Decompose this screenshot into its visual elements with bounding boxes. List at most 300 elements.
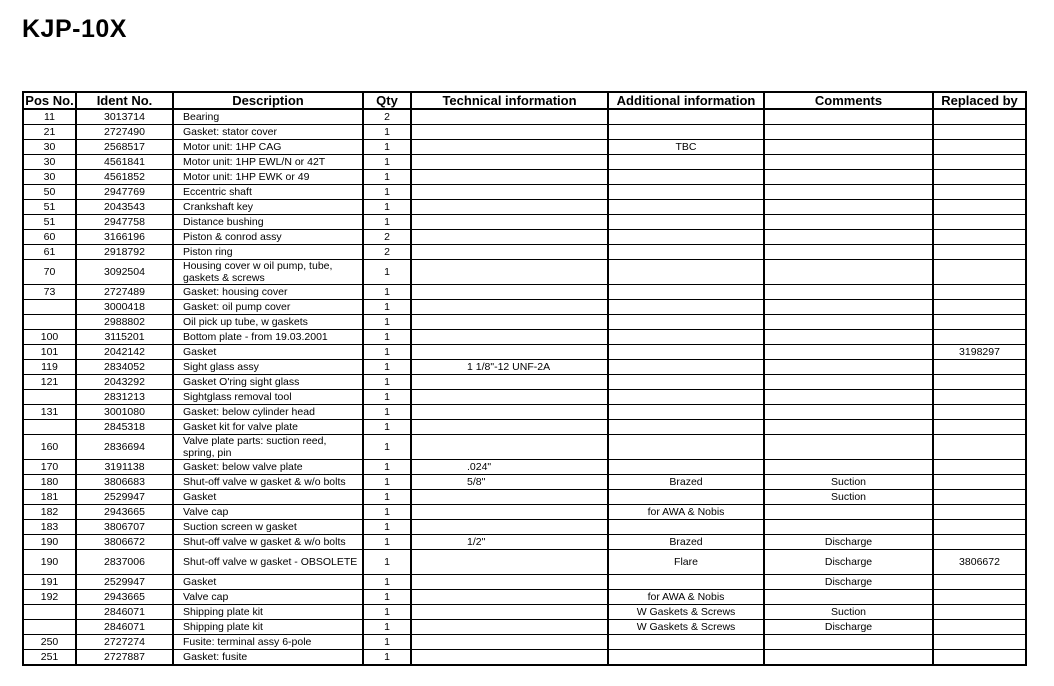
cell-comments <box>764 200 933 215</box>
cell-technical-information <box>411 590 608 605</box>
cell-comments <box>764 109 933 125</box>
cell-description: Shut-off valve w gasket - OBSOLETE <box>173 550 363 575</box>
cell-technical-information <box>411 345 608 360</box>
cell-replaced-by <box>933 635 1026 650</box>
cell-comments <box>764 435 933 460</box>
cell-additional-information <box>608 185 764 200</box>
cell-qty: 1 <box>363 375 411 390</box>
cell-ident-no: 2918792 <box>76 245 173 260</box>
cell-replaced-by <box>933 185 1026 200</box>
cell-technical-information <box>411 375 608 390</box>
cell-pos-no: 50 <box>23 185 76 200</box>
cell-qty: 1 <box>363 405 411 420</box>
cell-comments <box>764 405 933 420</box>
cell-ident-no: 4561852 <box>76 170 173 185</box>
cell-pos-no: 21 <box>23 125 76 140</box>
cell-technical-information <box>411 260 608 285</box>
cell-technical-information <box>411 405 608 420</box>
header-row <box>23 92 1026 109</box>
cell-pos-no <box>23 315 76 330</box>
cell-comments: Discharge <box>764 575 933 590</box>
cell-comments <box>764 230 933 245</box>
cell-qty: 1 <box>363 620 411 635</box>
cell-technical-information <box>411 245 608 260</box>
cell-technical-information <box>411 490 608 505</box>
cell-ident-no: 3806683 <box>76 475 173 490</box>
cell-description: Motor unit: 1HP EWK or 49 <box>173 170 363 185</box>
cell-replaced-by <box>933 230 1026 245</box>
cell-comments <box>764 390 933 405</box>
cell-qty: 1 <box>363 520 411 535</box>
cell-replaced-by <box>933 435 1026 460</box>
cell-technical-information <box>411 550 608 575</box>
cell-ident-no: 2727490 <box>76 125 173 140</box>
cell-qty: 1 <box>363 505 411 520</box>
cell-replaced-by <box>933 109 1026 125</box>
cell-qty: 1 <box>363 535 411 550</box>
cell-comments <box>764 285 933 300</box>
cell-comments <box>764 260 933 285</box>
table-row <box>23 345 1026 360</box>
cell-replaced-by <box>933 460 1026 475</box>
table-row <box>23 650 1026 666</box>
cell-pos-no: 170 <box>23 460 76 475</box>
cell-replaced-by <box>933 215 1026 230</box>
cell-description: Crankshaft key <box>173 200 363 215</box>
cell-pos-no <box>23 300 76 315</box>
cell-additional-information: Brazed <box>608 535 764 550</box>
cell-ident-no: 2846071 <box>76 605 173 620</box>
cell-comments <box>764 590 933 605</box>
cell-description: Shut-off valve w gasket & w/o bolts <box>173 475 363 490</box>
cell-description: Gasket <box>173 490 363 505</box>
cell-description: Valve plate parts: suction reed, spring, pin <box>173 435 363 460</box>
header-additional-information: Additional information <box>608 92 764 109</box>
cell-additional-information <box>608 435 764 460</box>
cell-technical-information <box>411 605 608 620</box>
header-description: Description <box>173 92 363 109</box>
cell-comments <box>764 520 933 535</box>
cell-additional-information <box>608 390 764 405</box>
cell-technical-information <box>411 505 608 520</box>
cell-ident-no: 2529947 <box>76 575 173 590</box>
cell-pos-no: 51 <box>23 200 76 215</box>
cell-replaced-by <box>933 405 1026 420</box>
cell-qty: 1 <box>363 155 411 170</box>
cell-ident-no: 2834052 <box>76 360 173 375</box>
cell-replaced-by <box>933 155 1026 170</box>
cell-additional-information <box>608 315 764 330</box>
cell-ident-no: 3013714 <box>76 109 173 125</box>
table-row <box>23 475 1026 490</box>
cell-technical-information <box>411 650 608 666</box>
cell-technical-information <box>411 215 608 230</box>
cell-description: Fusite: terminal assy 6-pole <box>173 635 363 650</box>
cell-replaced-by <box>933 605 1026 620</box>
cell-qty: 1 <box>363 285 411 300</box>
cell-ident-no: 3001080 <box>76 405 173 420</box>
cell-pos-no: 190 <box>23 535 76 550</box>
cell-pos-no: 100 <box>23 330 76 345</box>
cell-ident-no: 2836694 <box>76 435 173 460</box>
cell-additional-information <box>608 300 764 315</box>
cell-description: Gasket: housing cover <box>173 285 363 300</box>
cell-comments: Discharge <box>764 550 933 575</box>
cell-replaced-by <box>933 535 1026 550</box>
cell-qty: 1 <box>363 460 411 475</box>
table-row <box>23 605 1026 620</box>
cell-ident-no: 2943665 <box>76 590 173 605</box>
cell-additional-information <box>608 200 764 215</box>
cell-qty: 1 <box>363 650 411 666</box>
cell-ident-no: 3191138 <box>76 460 173 475</box>
cell-qty: 1 <box>363 185 411 200</box>
cell-pos-no: 70 <box>23 260 76 285</box>
cell-pos-no: 60 <box>23 230 76 245</box>
cell-comments <box>764 215 933 230</box>
cell-replaced-by <box>933 390 1026 405</box>
cell-technical-information <box>411 170 608 185</box>
cell-comments <box>764 330 933 345</box>
cell-comments <box>764 170 933 185</box>
cell-pos-no <box>23 420 76 435</box>
cell-pos-no: 73 <box>23 285 76 300</box>
table-row <box>23 185 1026 200</box>
cell-description: Housing cover w oil pump, tube, gaskets & screws <box>173 260 363 285</box>
cell-ident-no: 2568517 <box>76 140 173 155</box>
cell-technical-information: 1 1/8"-12 UNF-2A <box>411 360 608 375</box>
table-row <box>23 300 1026 315</box>
cell-technical-information <box>411 200 608 215</box>
cell-technical-information <box>411 155 608 170</box>
header-qty: Qty <box>363 92 411 109</box>
cell-technical-information <box>411 435 608 460</box>
cell-technical-information <box>411 285 608 300</box>
cell-comments <box>764 155 933 170</box>
cell-comments: Suction <box>764 605 933 620</box>
cell-technical-information <box>411 125 608 140</box>
cell-ident-no: 3092504 <box>76 260 173 285</box>
cell-replaced-by: 3806672 <box>933 550 1026 575</box>
cell-pos-no: 191 <box>23 575 76 590</box>
cell-ident-no: 2042142 <box>76 345 173 360</box>
cell-description: Gasket kit for valve plate <box>173 420 363 435</box>
cell-qty: 1 <box>363 360 411 375</box>
cell-comments <box>764 245 933 260</box>
cell-description: Gasket <box>173 575 363 590</box>
cell-replaced-by <box>933 590 1026 605</box>
cell-description: Shut-off valve w gasket & w/o bolts <box>173 535 363 550</box>
cell-pos-no: 101 <box>23 345 76 360</box>
cell-description: Gasket: stator cover <box>173 125 363 140</box>
cell-technical-information: .024" <box>411 460 608 475</box>
table-row <box>23 109 1026 125</box>
cell-replaced-by <box>933 300 1026 315</box>
cell-replaced-by <box>933 330 1026 345</box>
header-replaced-by: Replaced by <box>933 92 1026 109</box>
cell-ident-no: 2947758 <box>76 215 173 230</box>
cell-qty: 1 <box>363 475 411 490</box>
cell-additional-information <box>608 575 764 590</box>
cell-additional-information <box>608 360 764 375</box>
cell-comments <box>764 360 933 375</box>
cell-replaced-by <box>933 245 1026 260</box>
cell-replaced-by <box>933 490 1026 505</box>
cell-replaced-by <box>933 520 1026 535</box>
cell-pos-no: 131 <box>23 405 76 420</box>
cell-qty: 1 <box>363 215 411 230</box>
cell-technical-information <box>411 390 608 405</box>
cell-technical-information <box>411 330 608 345</box>
cell-pos-no: 30 <box>23 155 76 170</box>
cell-ident-no: 2846071 <box>76 620 173 635</box>
cell-pos-no: 182 <box>23 505 76 520</box>
cell-replaced-by <box>933 140 1026 155</box>
cell-ident-no: 3806672 <box>76 535 173 550</box>
cell-technical-information <box>411 575 608 590</box>
cell-description: Piston & conrod assy <box>173 230 363 245</box>
cell-additional-information <box>608 650 764 666</box>
cell-description: Suction screen w gasket <box>173 520 363 535</box>
cell-technical-information <box>411 520 608 535</box>
cell-description: Gasket: below cylinder head <box>173 405 363 420</box>
table-row <box>23 330 1026 345</box>
cell-ident-no: 2943665 <box>76 505 173 520</box>
cell-qty: 1 <box>363 590 411 605</box>
cell-pos-no: 61 <box>23 245 76 260</box>
cell-additional-information: W Gaskets & Screws <box>608 605 764 620</box>
cell-pos-no: 251 <box>23 650 76 666</box>
cell-additional-information <box>608 330 764 345</box>
cell-additional-information: for AWA & Nobis <box>608 505 764 520</box>
cell-ident-no: 3000418 <box>76 300 173 315</box>
cell-replaced-by <box>933 200 1026 215</box>
cell-pos-no <box>23 390 76 405</box>
cell-qty: 1 <box>363 575 411 590</box>
cell-pos-no: 30 <box>23 170 76 185</box>
table-row <box>23 125 1026 140</box>
cell-description: Eccentric shaft <box>173 185 363 200</box>
cell-qty: 2 <box>363 109 411 125</box>
cell-additional-information <box>608 375 764 390</box>
table-row <box>23 390 1026 405</box>
cell-description: Shipping plate kit <box>173 605 363 620</box>
cell-qty: 2 <box>363 230 411 245</box>
cell-qty: 1 <box>363 315 411 330</box>
cell-description: Sightglass removal tool <box>173 390 363 405</box>
table-row <box>23 230 1026 245</box>
cell-replaced-by <box>933 650 1026 666</box>
cell-pos-no: 51 <box>23 215 76 230</box>
cell-additional-information: Brazed <box>608 475 764 490</box>
cell-ident-no: 2529947 <box>76 490 173 505</box>
cell-description: Bottom plate - from 19.03.2001 <box>173 330 363 345</box>
cell-replaced-by <box>933 260 1026 285</box>
cell-replaced-by <box>933 505 1026 520</box>
cell-comments <box>764 140 933 155</box>
cell-description: Valve cap <box>173 590 363 605</box>
cell-additional-information <box>608 635 764 650</box>
cell-pos-no: 180 <box>23 475 76 490</box>
cell-comments <box>764 420 933 435</box>
header-pos-no: Pos No. <box>23 92 76 109</box>
table-row <box>23 635 1026 650</box>
cell-ident-no: 3806707 <box>76 520 173 535</box>
cell-description: Gasket: oil pump cover <box>173 300 363 315</box>
cell-ident-no: 2727274 <box>76 635 173 650</box>
cell-ident-no: 2831213 <box>76 390 173 405</box>
cell-ident-no: 2727489 <box>76 285 173 300</box>
cell-technical-information <box>411 315 608 330</box>
table-row <box>23 505 1026 520</box>
table-row <box>23 435 1026 460</box>
cell-ident-no: 3166196 <box>76 230 173 245</box>
cell-ident-no: 4561841 <box>76 155 173 170</box>
cell-additional-information: TBC <box>608 140 764 155</box>
table-row <box>23 460 1026 475</box>
cell-technical-information: 1/2" <box>411 535 608 550</box>
cell-technical-information <box>411 109 608 125</box>
table-row <box>23 360 1026 375</box>
cell-additional-information <box>608 420 764 435</box>
cell-qty: 1 <box>363 420 411 435</box>
table-row <box>23 285 1026 300</box>
cell-comments <box>764 375 933 390</box>
cell-comments: Suction <box>764 490 933 505</box>
cell-comments <box>764 300 933 315</box>
table-row <box>23 620 1026 635</box>
cell-comments <box>764 505 933 520</box>
table-row <box>23 405 1026 420</box>
cell-qty: 1 <box>363 635 411 650</box>
cell-ident-no: 2727887 <box>76 650 173 666</box>
cell-description: Gasket <box>173 345 363 360</box>
cell-description: Motor unit: 1HP CAG <box>173 140 363 155</box>
table-row <box>23 260 1026 285</box>
cell-qty: 1 <box>363 345 411 360</box>
cell-additional-information: Flare <box>608 550 764 575</box>
table-row <box>23 535 1026 550</box>
cell-comments: Discharge <box>764 535 933 550</box>
cell-pos-no: 11 <box>23 109 76 125</box>
cell-pos-no: 160 <box>23 435 76 460</box>
cell-technical-information <box>411 140 608 155</box>
table-row <box>23 170 1026 185</box>
cell-comments <box>764 460 933 475</box>
cell-description: Oil pick up tube, w gaskets <box>173 315 363 330</box>
cell-technical-information <box>411 300 608 315</box>
cell-comments <box>764 125 933 140</box>
cell-ident-no: 2837006 <box>76 550 173 575</box>
cell-qty: 1 <box>363 605 411 620</box>
cell-additional-information <box>608 230 764 245</box>
cell-additional-information <box>608 405 764 420</box>
cell-pos-no: 183 <box>23 520 76 535</box>
cell-replaced-by <box>933 315 1026 330</box>
cell-additional-information <box>608 490 764 505</box>
table-row <box>23 550 1026 575</box>
cell-additional-information <box>608 345 764 360</box>
cell-ident-no: 2043543 <box>76 200 173 215</box>
cell-additional-information <box>608 260 764 285</box>
cell-description: Sight glass assy <box>173 360 363 375</box>
table-row <box>23 420 1026 435</box>
cell-replaced-by <box>933 125 1026 140</box>
cell-description: Gasket: below valve plate <box>173 460 363 475</box>
cell-additional-information <box>608 460 764 475</box>
cell-comments <box>764 315 933 330</box>
cell-qty: 1 <box>363 140 411 155</box>
cell-qty: 1 <box>363 300 411 315</box>
table-row <box>23 140 1026 155</box>
cell-description: Motor unit: 1HP EWL/N or 42T <box>173 155 363 170</box>
cell-ident-no: 2043292 <box>76 375 173 390</box>
cell-description: Piston ring <box>173 245 363 260</box>
table-row <box>23 490 1026 505</box>
cell-replaced-by <box>933 575 1026 590</box>
cell-additional-information <box>608 215 764 230</box>
cell-description: Gasket O'ring sight glass <box>173 375 363 390</box>
cell-qty: 1 <box>363 125 411 140</box>
cell-qty: 1 <box>363 550 411 575</box>
table-row <box>23 215 1026 230</box>
cell-replaced-by <box>933 285 1026 300</box>
table-row <box>23 245 1026 260</box>
cell-qty: 1 <box>363 330 411 345</box>
cell-replaced-by <box>933 170 1026 185</box>
cell-additional-information <box>608 109 764 125</box>
cell-pos-no: 121 <box>23 375 76 390</box>
cell-additional-information <box>608 245 764 260</box>
cell-replaced-by <box>933 420 1026 435</box>
cell-ident-no: 2947769 <box>76 185 173 200</box>
table-row <box>23 590 1026 605</box>
cell-comments <box>764 345 933 360</box>
cell-additional-information <box>608 125 764 140</box>
cell-additional-information <box>608 520 764 535</box>
cell-technical-information <box>411 635 608 650</box>
parts-table-body <box>23 109 1026 665</box>
cell-description: Bearing <box>173 109 363 125</box>
cell-qty: 1 <box>363 260 411 285</box>
cell-pos-no: 190 <box>23 550 76 575</box>
cell-pos-no: 119 <box>23 360 76 375</box>
cell-additional-information <box>608 170 764 185</box>
cell-description: Shipping plate kit <box>173 620 363 635</box>
header-ident-no: Ident No. <box>76 92 173 109</box>
cell-qty: 1 <box>363 490 411 505</box>
cell-description: Gasket: fusite <box>173 650 363 666</box>
cell-qty: 1 <box>363 390 411 405</box>
cell-qty: 2 <box>363 245 411 260</box>
cell-description: Valve cap <box>173 505 363 520</box>
cell-qty: 1 <box>363 435 411 460</box>
page-title: KJP-10X <box>22 15 127 43</box>
cell-qty: 1 <box>363 170 411 185</box>
cell-description: Distance bushing <box>173 215 363 230</box>
cell-pos-no: 30 <box>23 140 76 155</box>
cell-ident-no: 3115201 <box>76 330 173 345</box>
cell-pos-no: 192 <box>23 590 76 605</box>
cell-additional-information: W Gaskets & Screws <box>608 620 764 635</box>
cell-pos-no <box>23 620 76 635</box>
cell-ident-no: 2988802 <box>76 315 173 330</box>
cell-replaced-by <box>933 360 1026 375</box>
cell-comments <box>764 635 933 650</box>
table-row <box>23 520 1026 535</box>
cell-technical-information <box>411 420 608 435</box>
cell-technical-information: 5/8" <box>411 475 608 490</box>
